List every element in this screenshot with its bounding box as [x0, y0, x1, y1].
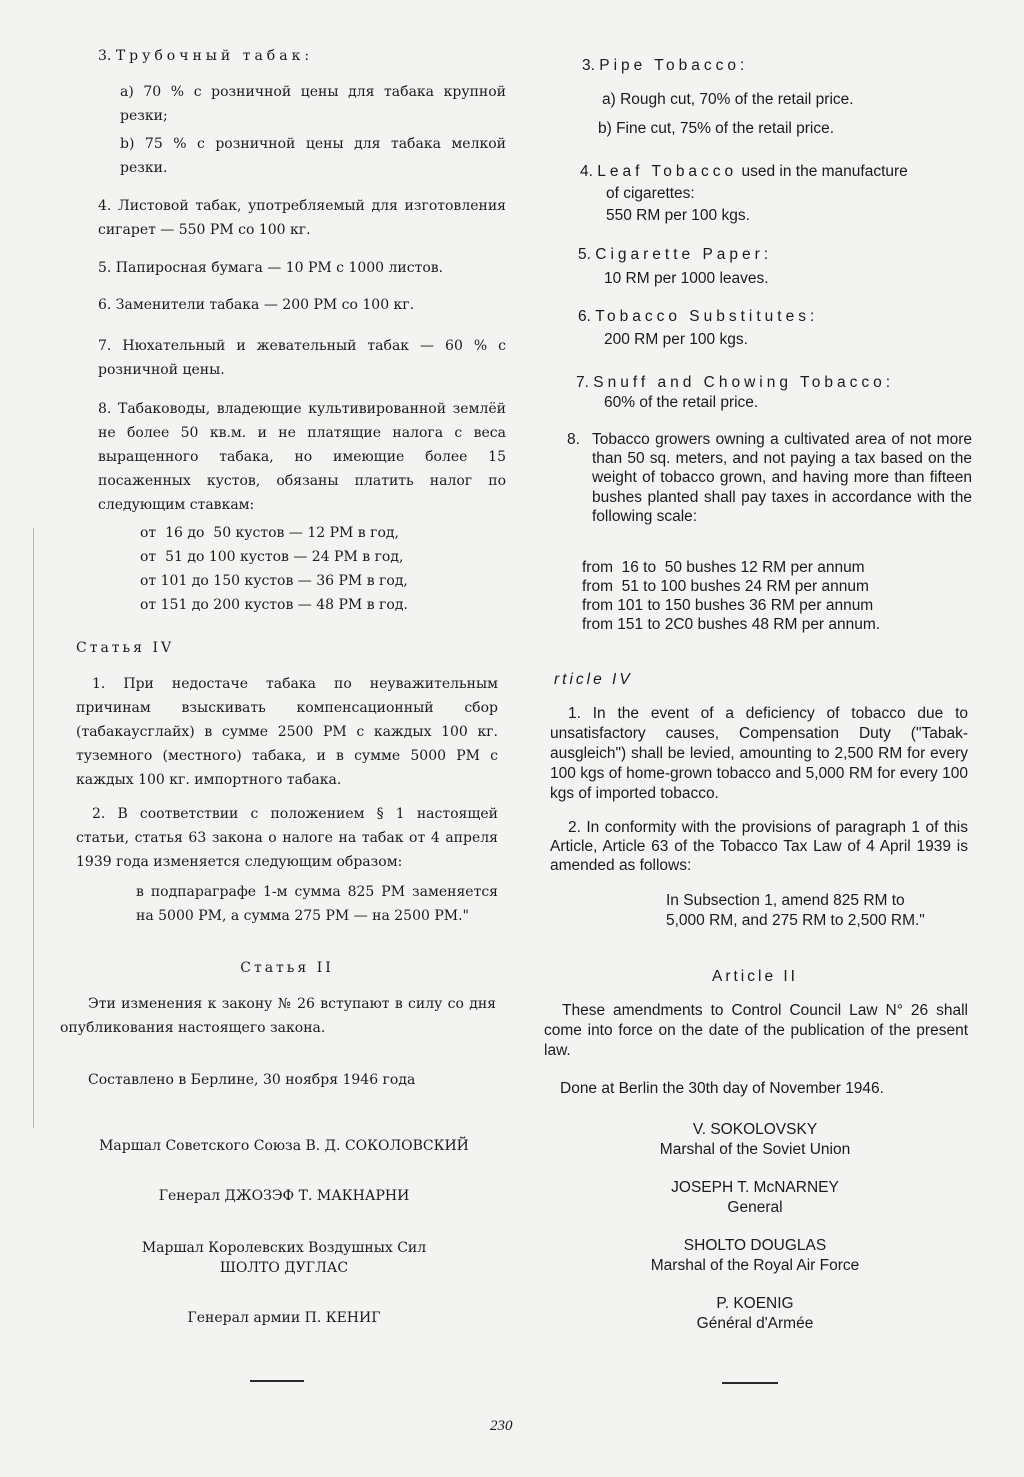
en-item-5-title: Cigarette Paper:	[595, 246, 773, 263]
en-item-3-heading	[582, 54, 1002, 77]
en-item-5-heading	[578, 243, 998, 266]
en-signature-2-name: JOSEPH T. McNARNEY	[671, 1179, 839, 1196]
en-item-3a: a) Rough cut, 70% of the retail price.	[602, 91, 854, 108]
en-item-5-line-2: 10 RM per 1000 leaves.	[604, 270, 769, 287]
en-done-line: Done at Berlin the 30th day of November 1946.	[560, 1080, 884, 1097]
en-item-7-number: 7.	[576, 374, 589, 391]
ru-item-7: 7. Нюхательный и жевательный табак — 60 % с розничной цены.	[98, 338, 506, 378]
ru-article-4-title: Статья IV	[76, 640, 175, 656]
en-signature-4-name: P. KOENIG	[716, 1295, 794, 1312]
ru-article-2-para: Эти изменения к закону № 26 вступают в силу со дня опубликования настоящего закона.	[60, 996, 496, 1036]
ru-item-3-title: Трубочный табак:	[115, 48, 314, 64]
en-signature-2-title: General	[727, 1199, 783, 1216]
ru-item-3a: a) 70 % с розничной цены для табака крупной резки;	[120, 84, 506, 124]
en-article-4-amendment-line-1: In Subsection 1, amend 825 RM to	[666, 892, 905, 909]
en-article-4-para-2: 2. In conformity with the provisions of paragraph 1 of this Article, Article 63 of the Tobacco Tax Law of 4 April 1939 is amended as follows:	[550, 819, 968, 874]
en-scale-row: from 151 to 2C0 bushes 48 RM per annum.	[582, 616, 881, 633]
ru-item-3-number: 3.	[98, 48, 112, 64]
en-closing-rule	[722, 1382, 778, 1384]
en-item-7-line-2: 60% of the retail price.	[604, 394, 759, 411]
page-number: 230	[490, 1418, 513, 1434]
en-scale-row: from 16 to 50 bushes 12 RM per annum	[582, 559, 865, 576]
en-signature-3-title: Marshal of the Royal Air Force	[650, 1257, 860, 1274]
ru-scale-row: от 16 до 50 кустов — 12 РМ в год,	[140, 525, 399, 541]
en-item-6-heading	[578, 305, 998, 328]
ru-signature-1: Маршал Советского Союза В. Д. СОКОЛОВСКИЙ	[99, 1138, 469, 1154]
en-article-4-amendment-line-2: 5,000 RM, and 275 RM to 2,500 RM."	[666, 912, 925, 929]
en-scale-row: from 101 to 150 bushes 36 RM per annum	[582, 597, 874, 614]
en-item-8-number: 8.	[567, 431, 580, 448]
ru-signature-4: Генерал армии П. КЕНИГ	[187, 1310, 381, 1326]
en-item-3-number: 3.	[582, 57, 595, 74]
en-item-4	[580, 160, 1020, 183]
en-item-4-rest: used in the manufacture	[741, 163, 908, 180]
en-signature-3-name: SHOLTO DOUGLAS	[683, 1237, 827, 1254]
scan-margin-line	[33, 528, 34, 1128]
en-article-2-title: Article II	[712, 968, 798, 985]
ru-item-3b: b) 75 % с розничной цены для табака мелкой резки.	[120, 136, 506, 176]
ru-article-4-amendment: в подпараграфе 1-м сумма 825 РМ заменяется на 5000 РМ, а сумма 275 РМ — на 2500 РМ."	[136, 884, 498, 924]
ru-item-8: 8. Табаководы, владеющие культивированной землёй не более 50 кв.м. и не платящие налога с веса выращенного табака, но имеющие более 15 посаженных кустов, обязаны платить налог по следующим ставкам:	[98, 401, 506, 513]
en-item-5-number: 5.	[578, 246, 591, 263]
en-item-4-number: 4.	[580, 163, 593, 180]
en-item-3b: b) Fine cut, 75% of the retail price.	[598, 120, 835, 137]
en-signature-1-title: Marshal of the Soviet Union	[659, 1141, 851, 1158]
ru-article-4-para-1: 1. При недостаче табака по неуважительным причинам взыскивать компенсационный сбор (табакаусглайх) в сумме 2500 РМ с каждых 100 кг. туземного (местного) табака, и в сумме 5000 РМ с каждых 100 кг. импортного табака.	[76, 676, 498, 788]
en-item-6-line-2: 200 RM per 100 kgs.	[604, 331, 748, 348]
ru-closing-rule	[250, 1380, 304, 1382]
ru-item-4: 4. Листовой табак, употребляемый для изготовления сигарет — 550 РМ со 100 кг.	[98, 198, 506, 238]
en-item-3-title: Pipe Tobacco:	[599, 57, 749, 74]
en-scale-row: from 51 to 100 bushes 24 RM per annum	[582, 578, 869, 595]
en-signature-1-name: V. SOKOLOVSKY	[692, 1121, 818, 1138]
ru-signature-3-title: Маршал Королевских Воздушных Сил	[141, 1240, 427, 1256]
en-article-4-para-1: 1. In the event of a deficiency of tobacco due to unsatisfactory causes, Compensation Duty ("Tabak-ausgleich") shall be levied, amounting to 2,500 RM for every 100 kgs of home-grown tobacco and 5,000 RM for every 100 kgs of imported tobacco.	[550, 705, 968, 802]
ru-signature-3-name: ШОЛТО ДУГЛАС	[219, 1260, 349, 1276]
ru-signature-2: Генерал ДЖОЗЭФ Т. МАКНАРНИ	[158, 1188, 410, 1204]
en-item-4-line-3: 550 RM per 100 kgs.	[606, 207, 750, 224]
en-article-2-para: These amendments to Control Council Law N° 26 shall come into force on the date of the publication of the present law.	[544, 1002, 968, 1059]
ru-scale-row: от 51 до 100 кустов — 24 РМ в год,	[140, 549, 404, 565]
ru-article-2-title: Статья II	[240, 960, 334, 976]
ru-done-line: Составлено в Берлине, 30 ноября 1946 года	[88, 1072, 416, 1088]
en-item-4-line-2: of cigarettes:	[606, 185, 695, 202]
ru-scale-row: от 101 до 150 кустов — 36 РМ в год,	[140, 573, 408, 589]
ru-item-3-heading	[98, 44, 518, 68]
ru-article-4-para-2: 2. В соответствии с положением § 1 настоящей статьи, статья 63 закона о налоге на табак от 4 апреля 1939 года изменяется следующим образом:	[76, 806, 498, 870]
en-item-6-number: 6.	[578, 308, 591, 325]
en-article-4-title: rticle IV	[554, 671, 633, 688]
en-item-6-title: Tobacco Substitutes:	[595, 308, 819, 325]
en-signature-4-title: Général d'Armée	[696, 1315, 814, 1332]
en-item-4-title: Leaf Tobacco	[597, 163, 738, 180]
ru-item-6: 6. Заменители табака — 200 РМ со 100 кг.	[98, 297, 415, 313]
en-item-8: Tobacco growers owning a cultivated area of not more than 50 sq. meters, and not paying a tax based on the weight of tobacco grown, and having more than fifteen bushes planted shall pay taxes in accordance with the following scale:	[592, 431, 972, 525]
ru-item-5: 5. Папиросная бумага — 10 РМ с 1000 листов.	[98, 260, 444, 276]
en-item-7-title: Snuff and Chowing Tobacco:	[593, 374, 895, 391]
ru-scale-row: от 151 до 200 кустов — 48 РМ в год.	[140, 597, 408, 613]
